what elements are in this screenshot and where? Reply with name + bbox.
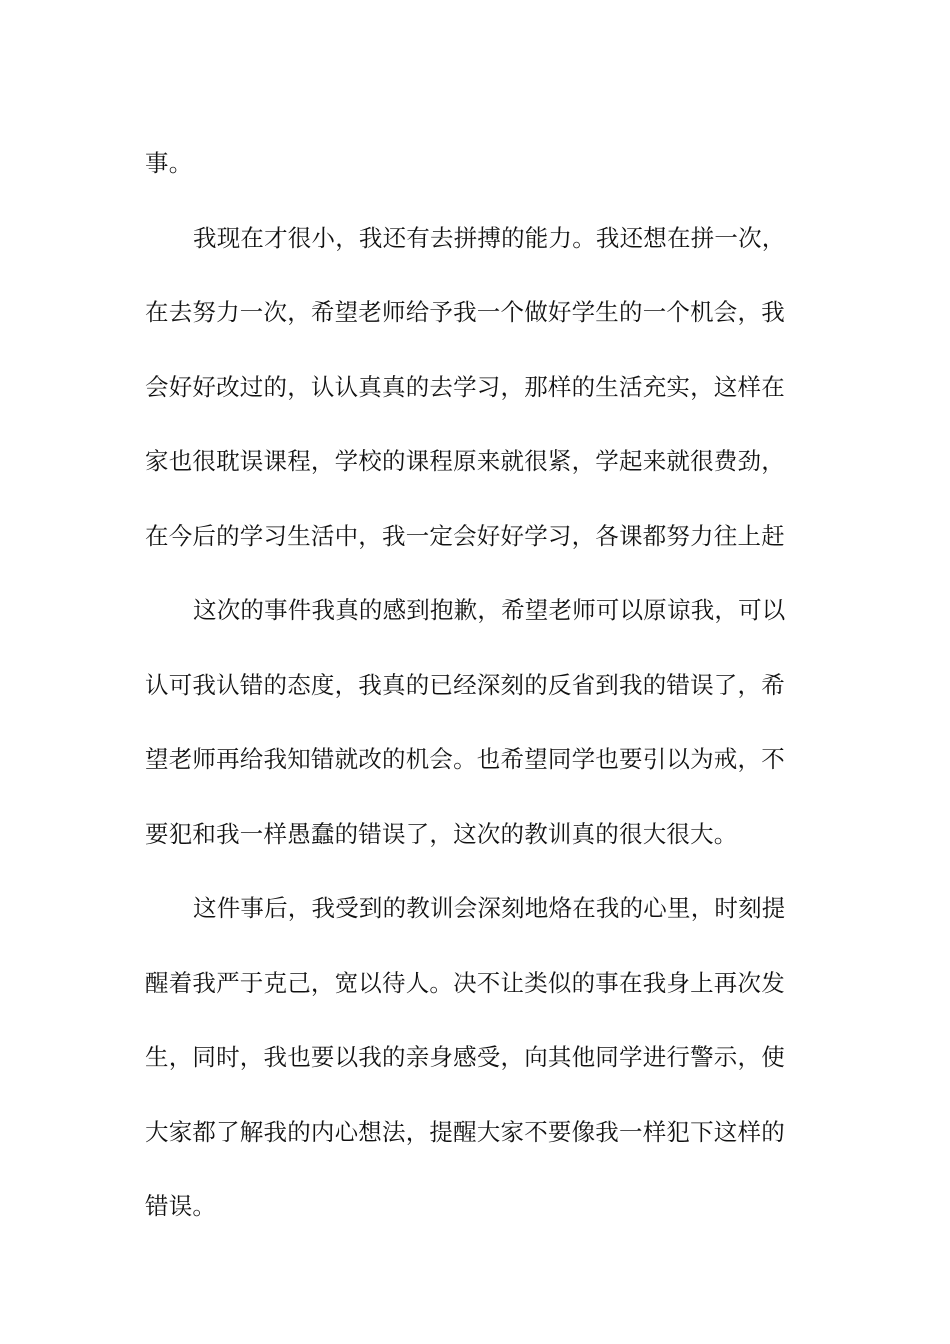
text-line: 事。: [145, 149, 193, 177]
text-line: 我现在才很小，我还有去拼搏的能力。我还想在拼一次，: [193, 223, 786, 252]
text-line: 错误。: [145, 1192, 217, 1220]
text-line: 大家都了解我的内心想法，提醒大家不要像我一样犯下这样的: [145, 1117, 785, 1146]
text-line: 认可我认错的态度，我真的已经深刻的反省到我的错误了，希: [145, 670, 785, 699]
text-line: 这次的事件我真的感到抱歉，希望老师可以原谅我，可以: [193, 596, 786, 624]
text-line: 会好好改过的，认认真真的去学习，那样的生活充实，这样在: [145, 372, 785, 401]
text-line: 在去努力一次，希望老师给予我一个做好学生的一个机会，我: [145, 298, 785, 326]
text-line: 这件事后，我受到的教训会深刻地烙在我的心里，时刻提: [193, 894, 786, 922]
text-line: 醒着我严于克己，宽以待人。决不让类似的事在我身上再次发: [145, 968, 785, 997]
text-line: 要犯和我一样愚蠢的错误了，这次的教训真的很大很大。: [145, 819, 738, 848]
text-line: 在今后的学习生活中，我一定会好好学习，各课都努力往上赶: [145, 521, 785, 550]
document-body: [145, 126, 809, 1244]
text-line: 生，同时，我也要以我的亲身感受，向其他同学进行警示，使: [145, 1043, 785, 1071]
text-line: 望老师再给我知错就改的机会。也希望同学也要引以为戒，不: [145, 745, 785, 773]
text-line: 家也很耽误课程，学校的课程原来就很紧，学起来就很费劲，: [145, 447, 785, 475]
